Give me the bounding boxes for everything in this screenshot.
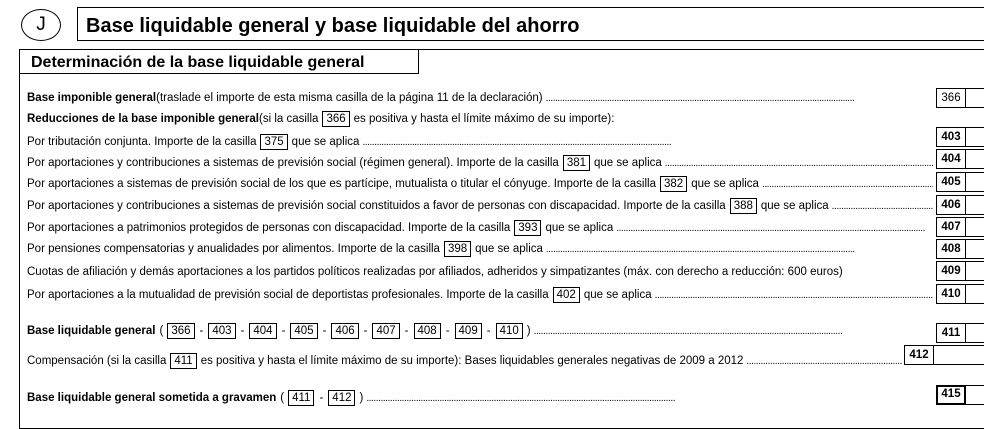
row-403 (27, 133, 933, 151)
row-label: Por pensiones compensatorias y anualidades por alimentos. Importe de la casilla (27, 243, 440, 255)
row-label-post: que se aplica (594, 157, 662, 169)
row-label-bold: Reducciones de la base imponible general (27, 113, 259, 125)
dot-leader (762, 178, 933, 190)
amount-field-403[interactable] (966, 127, 984, 147)
row-label: Por aportaciones a sistemas de previsión social de los que es partícipe, mutualista o titular el cónyuge. Importe de la casilla (27, 178, 656, 190)
row-base-liquidable-sometida (27, 389, 933, 407)
row-label: (si la casilla (259, 113, 319, 125)
minus-sign: - (404, 325, 409, 337)
minus-sign: - (486, 325, 491, 337)
row-406 (27, 197, 933, 215)
row-label-post: es positiva y hasta el límite máximo de su importe): Bases liquidables generales negativas de 2009 a 2012 (200, 355, 744, 367)
row-409 (27, 263, 933, 281)
row-label: (traslade el importe de esta misma casilla de la página 11 de la declaración) (156, 92, 543, 104)
row-label-post: que se aplica (291, 136, 360, 148)
ref-box: 402 (553, 287, 580, 303)
box-412[interactable]: 412 (904, 345, 934, 365)
row-label: Por aportaciones a la mutualidad de previsión social de deportistas profesionales. Importe de la casilla (27, 289, 549, 301)
ref-box: 403 (208, 323, 235, 339)
amount-field-410[interactable] (966, 284, 984, 304)
amount-field-409[interactable] (966, 261, 984, 281)
row-407 (27, 219, 933, 237)
row-label-bold: Base liquidable general sometida a gravamen (27, 392, 277, 404)
amount-field-366[interactable] (966, 88, 984, 108)
box-410[interactable]: 410 (936, 284, 966, 304)
row-label: Por aportaciones a patrimonios protegidos de personas con discapacidad. Importe de la casilla (27, 222, 511, 234)
minus-sign: - (445, 325, 450, 337)
subsection-title: Determinación de la base liquidable general (31, 54, 365, 71)
row-label: Por tributación conjunta. Importe de la casilla (27, 136, 257, 148)
ref-box: 388 (730, 198, 757, 214)
row-label-post: que se aplica (691, 178, 759, 190)
amount-field-408[interactable] (966, 239, 984, 259)
ref-box: 398 (444, 241, 471, 257)
row-404 (27, 154, 933, 172)
box-366[interactable]: 366 (936, 88, 966, 108)
minus-sign: - (281, 325, 286, 337)
minus-sign: - (199, 325, 204, 337)
row-label-post: que se aplica (760, 200, 829, 212)
dot-leader (366, 392, 933, 404)
dot-leader (362, 136, 933, 148)
row-compensacion (27, 352, 902, 370)
box-415[interactable]: 415 (936, 385, 966, 405)
row-410 (27, 286, 933, 304)
amount-field-412[interactable] (934, 345, 984, 365)
row-label-bold: Base imponible general (27, 92, 157, 104)
box-407[interactable]: 407 (936, 217, 966, 237)
row-label-post: que se aplica (545, 222, 614, 234)
ref-box: 407 (372, 323, 399, 339)
section-title: Base liquidable general y base liquidable del ahorro (86, 15, 580, 37)
ref-box: 381 (563, 155, 590, 171)
ref-box: 411 (170, 353, 196, 369)
ref-box: 375 (260, 134, 287, 150)
row-label: Compensación (si la casilla (27, 355, 167, 367)
row-408 (27, 240, 933, 258)
open-paren: ( (280, 392, 285, 404)
box-403[interactable]: 403 (936, 127, 966, 147)
open-paren: ( (159, 325, 164, 337)
dot-leader (546, 243, 933, 255)
minus-sign: - (319, 392, 324, 404)
ref-box: 411 (288, 390, 314, 406)
box-405[interactable]: 405 (936, 172, 966, 192)
row-base-liquidable-general (27, 322, 933, 340)
ref-box: 408 (414, 323, 441, 339)
ref-box: 393 (514, 220, 541, 236)
dot-leader (655, 289, 933, 301)
dot-leader (746, 355, 902, 367)
amount-field-406[interactable] (966, 195, 984, 215)
close-paren: ) (526, 325, 531, 337)
row-label-post: que se aplica (475, 243, 543, 255)
close-paren: ) (359, 392, 364, 404)
ref-box: 410 (496, 323, 523, 339)
minus-sign: - (363, 325, 368, 337)
amount-field-411[interactable] (966, 323, 984, 343)
section-letter: J (21, 9, 61, 41)
dot-leader (616, 222, 933, 234)
ref-box: 409 (455, 323, 482, 339)
row-405 (27, 175, 933, 193)
box-408[interactable]: 408 (936, 239, 966, 259)
ref-box: 382 (660, 176, 687, 192)
ref-box: 405 (290, 323, 317, 339)
box-409[interactable]: 409 (936, 261, 966, 281)
amount-field-415[interactable] (966, 385, 984, 405)
amount-field-407[interactable] (966, 217, 984, 237)
row-label-bold: Base liquidable general (27, 325, 156, 337)
box-404[interactable]: 404 (936, 149, 966, 169)
row-reducciones-header (27, 110, 933, 128)
row-label: Cuotas de afiliación y demás aportaciones a los partidos políticos realizadas por afiliados, adheridos y simpatizantes (máx. con derecho a reducción: 600 euros) (27, 266, 843, 278)
row-label: Por aportaciones y contribuciones a sistemas de previsión social constituidos a favor de personas con discapacidad. Importe de la casilla (27, 200, 726, 212)
box-411[interactable]: 411 (936, 323, 966, 343)
row-base-imponible-general (27, 89, 933, 107)
amount-field-405[interactable] (966, 172, 984, 192)
minus-sign: - (322, 325, 327, 337)
dot-leader (534, 325, 933, 337)
minus-sign: - (240, 325, 245, 337)
ref-box: 366 (167, 323, 194, 339)
row-label: Por aportaciones y contribuciones a sistemas de previsión social (régimen general). Importe de la casilla (27, 157, 559, 169)
box-406[interactable]: 406 (936, 195, 966, 215)
dot-leader (546, 92, 933, 104)
ref-box: 366 (322, 111, 349, 127)
ref-box: 406 (331, 323, 358, 339)
ref-box: 404 (249, 323, 276, 339)
dot-leader (832, 200, 933, 212)
dot-leader (665, 157, 933, 169)
row-label-post: que se aplica (583, 289, 652, 301)
row-label-post: es positiva y hasta el límite máximo de su importe): (353, 113, 615, 125)
amount-field-404[interactable] (966, 149, 984, 169)
ref-box: 412 (328, 390, 355, 406)
